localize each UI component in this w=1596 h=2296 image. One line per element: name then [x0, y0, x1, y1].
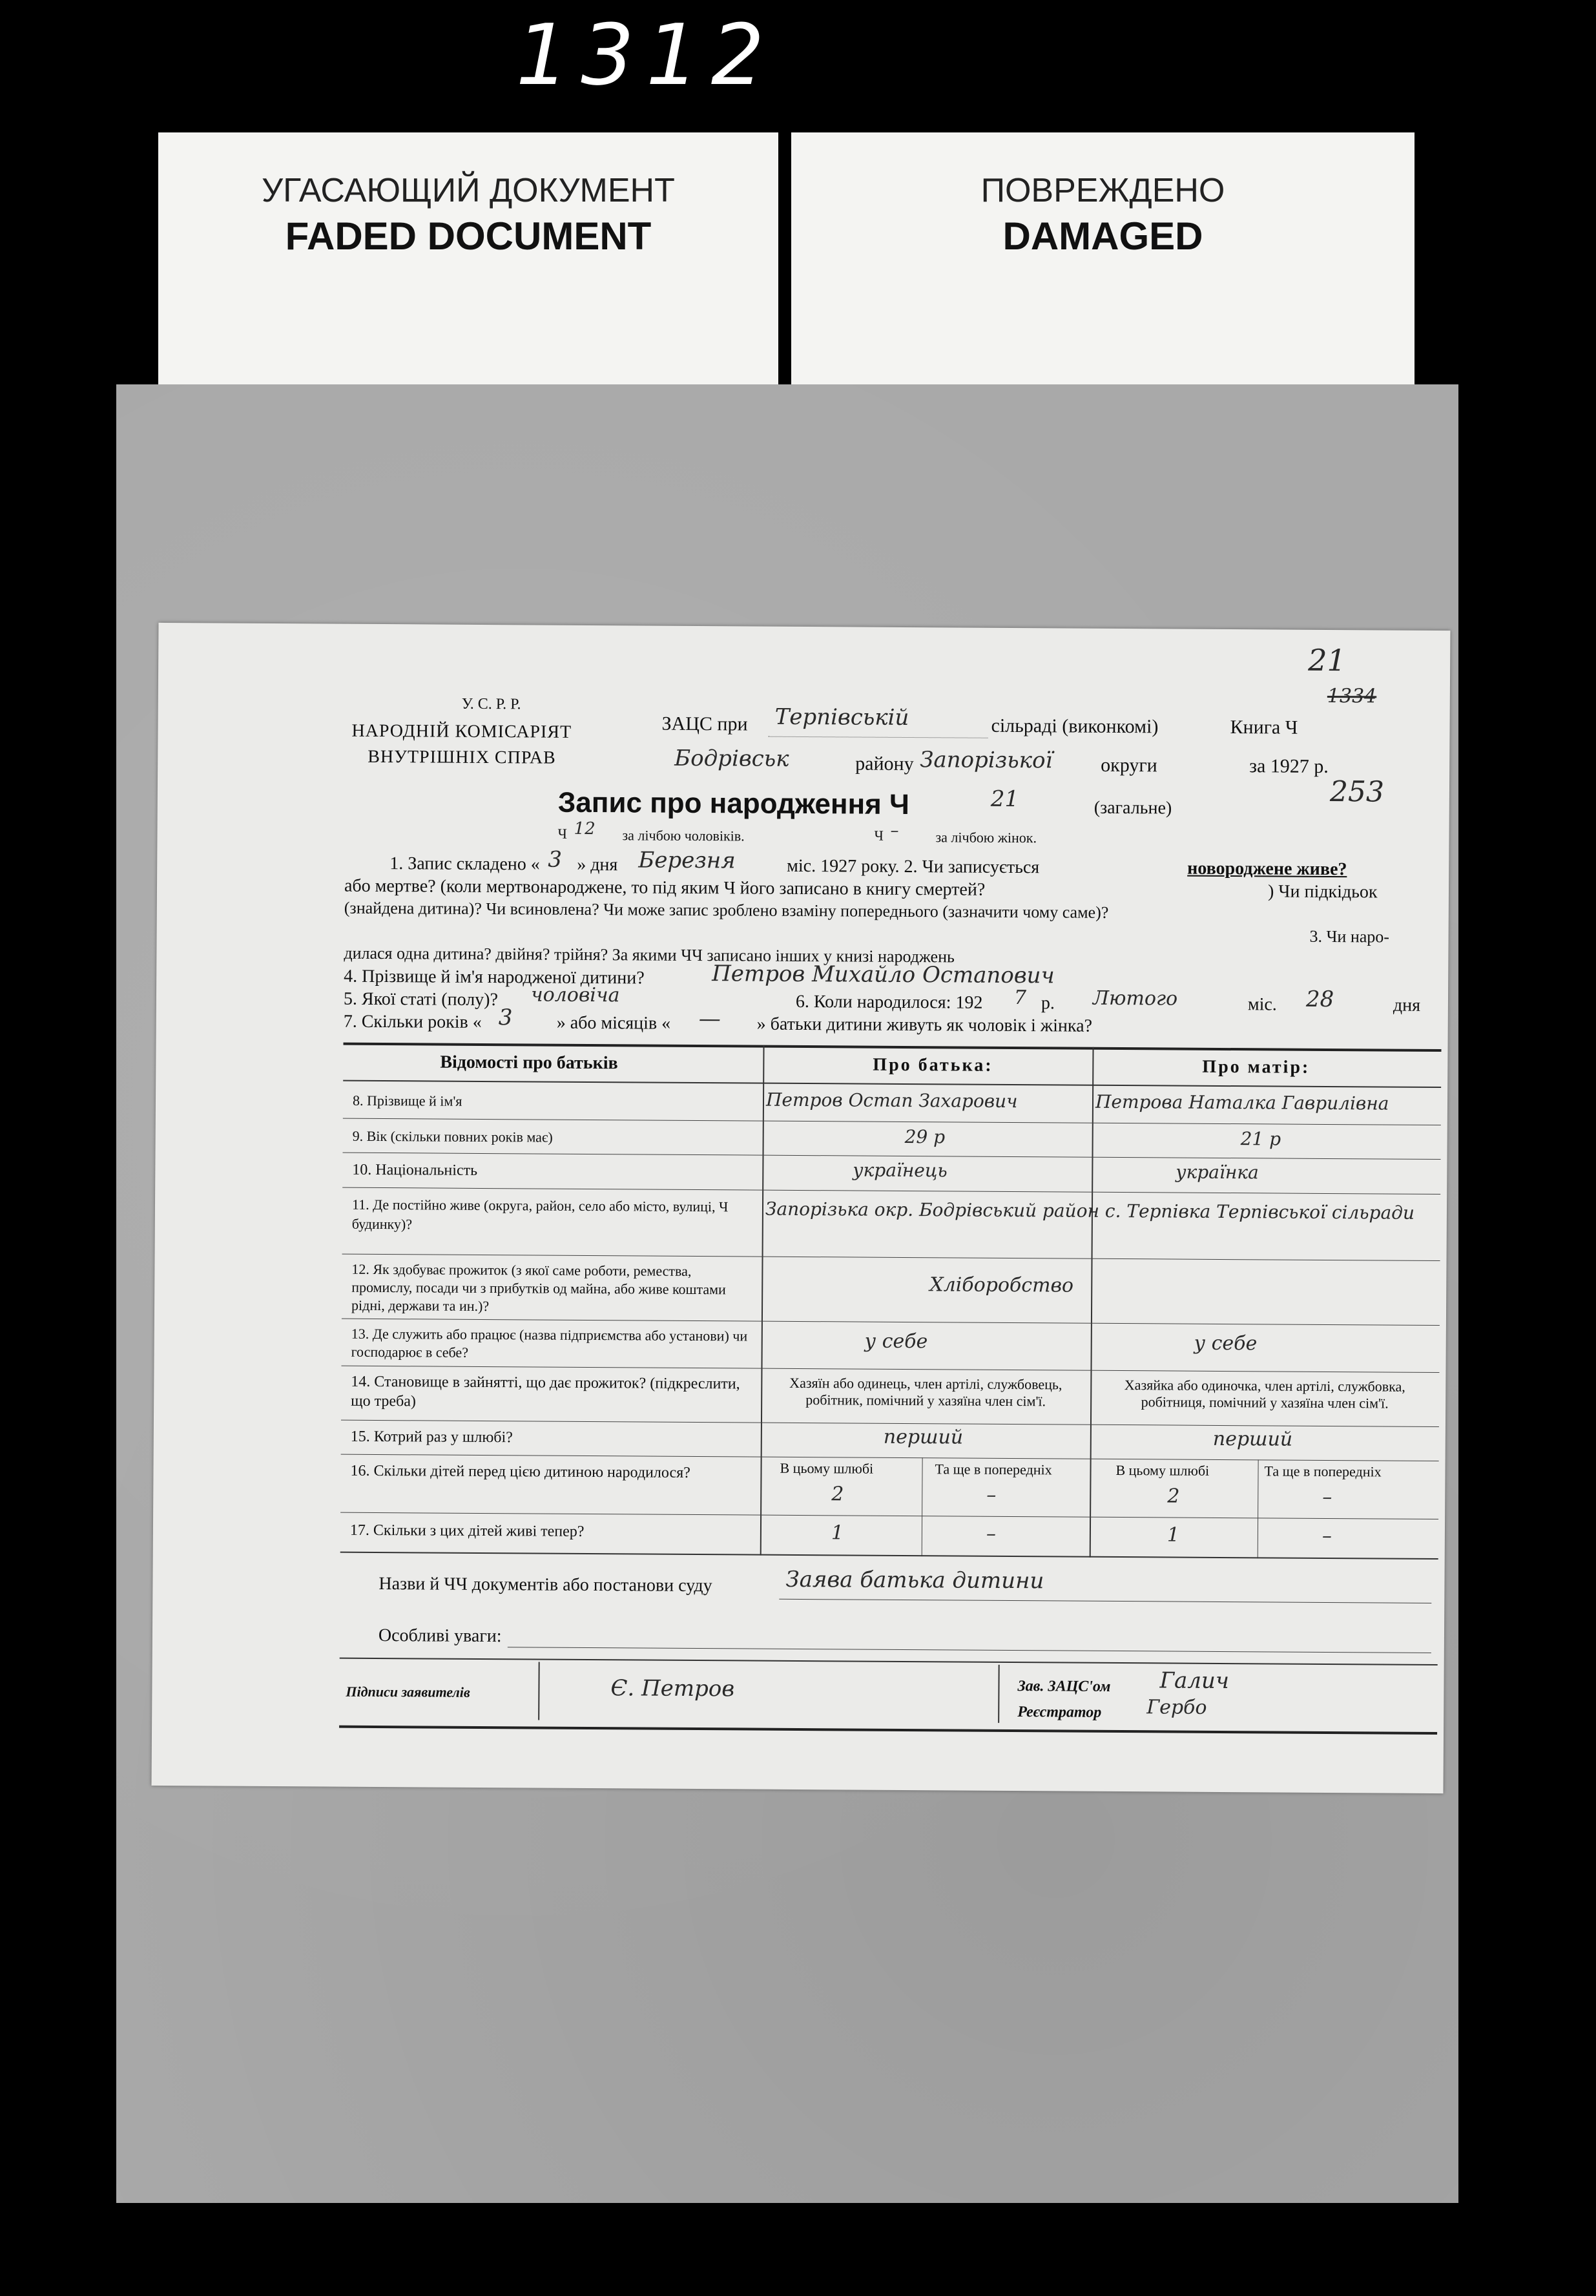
row-13-mother: у себе — [1194, 1331, 1258, 1355]
header-internal-affairs: ВНУТРІШНІХ СПРАВ — [368, 746, 556, 768]
okrug-value: Запорізької — [920, 747, 1053, 774]
sub-col-previous-mother: Та ще в попередніх — [1264, 1463, 1382, 1480]
sub-col-this-marriage-mother: В цьому шлюбі — [1115, 1461, 1210, 1479]
line4: 3. Чи наро- — [1309, 926, 1390, 946]
birth-year-suffix: р. — [1041, 993, 1055, 1014]
row-11-value: Запорізька окр. Бодрівський район с. Терпівка Терпівської сільради — [765, 1198, 1415, 1224]
line1-b: » дня — [577, 854, 618, 875]
title-suffix: (загальне) — [1093, 797, 1172, 819]
table-col-mother: Про матір: — [1202, 1056, 1311, 1078]
faded-label-card — [158, 132, 778, 391]
line5: дилася одна дитина? двійня? трійня? За якими ЧЧ записано інших у книзі народжень — [344, 943, 955, 966]
count-men-value: 12 — [574, 819, 596, 839]
months-suffix: » батьки дитини живуть як чоловік і жінка? — [756, 1014, 1093, 1036]
sex-label: 5. Якої статі (полу)? — [343, 988, 499, 1010]
header-commissariat: НАРОДНІЙ КОМІСАРІЯТ — [351, 720, 572, 742]
form-title: Запис про народження Ч — [557, 786, 910, 821]
faded-label-ru: УГАСАЮЩИЙ ДОКУМЕНТ — [262, 172, 675, 209]
district-label: району — [855, 753, 914, 775]
sub-col-previous-father: Та ще в попередніх — [935, 1461, 1052, 1478]
row-12-label: 12. Як здобуває прожиток (з якої саме роботи, ремества, промислу, посади чи з прибутків од майна, або живе коштами рідні, держави та ин.)? — [351, 1260, 726, 1315]
row-16-father-prev: – — [986, 1483, 997, 1507]
birth-date-label: 6. Коли народилося: 192 — [795, 991, 983, 1013]
record-number: 21 — [990, 786, 1019, 813]
frame-number: 1312 — [515, 6, 776, 104]
district-value: Бодрівськ — [674, 745, 789, 772]
row-17-label: 17. Скільки з цих дітей живі тепер? — [349, 1521, 585, 1540]
book-label: Книга Ч — [1230, 716, 1298, 738]
child-name-value: Петров Михайло Остапович — [712, 961, 1055, 989]
damaged-label-ru: ПОВРЕЖДЕНО — [980, 172, 1225, 209]
documents-label: Назви й ЧЧ документів або постанови суду — [378, 1574, 712, 1596]
row-9-father: 29 р — [904, 1125, 946, 1148]
line2: або мертве? (коли мертвонароджене, то під яким Ч його записано в книгу смертей? — [344, 875, 986, 900]
zags-label: ЗАЦС при — [661, 713, 748, 735]
row-16-label: 16. Скільки дітей перед цією дитиною народилося? — [350, 1462, 690, 1481]
damaged-label-card — [791, 132, 1415, 391]
months-label: » або місяців « — [556, 1012, 671, 1034]
child-name-label: 4. Прізвище й ім'я народженої дитини? — [344, 966, 645, 988]
page-number: 253 — [1329, 775, 1385, 809]
count-women-value: – — [890, 820, 899, 840]
village-council-value: Терпівській — [774, 704, 909, 731]
birth-day-label: дня — [1393, 995, 1421, 1016]
applicant-signature: Є. Петров — [610, 1675, 735, 1702]
corner-struck-number: 1334 — [1327, 684, 1377, 708]
row-14-label: 14. Становище в зайнятті, що дає прожиток? (підкреслити, що треба) — [351, 1373, 740, 1410]
line1-c: міс. 1927 року. 2. Чи записується — [787, 855, 1040, 878]
row-9-mother: 21 р — [1240, 1128, 1281, 1150]
count-women-label: за лічбою жінок. — [935, 829, 1037, 846]
years-together-label: 7. Скільки років « — [343, 1011, 482, 1032]
count-men-prefix: Ч — [557, 825, 567, 842]
birth-day-value: 28 — [1305, 986, 1334, 1013]
documents-value: Заява батька дитини — [785, 1566, 1044, 1594]
damaged-label-en: DAMAGED — [1002, 214, 1203, 258]
years-together-value: 3 — [498, 1005, 513, 1031]
row-15-label: 15. Котрий раз у шлюбі? — [350, 1428, 513, 1446]
okrug-label: округи — [1101, 754, 1157, 777]
head-zags-label: Зав. ЗАЦС'ом — [1017, 1678, 1111, 1695]
row-8-label: 8. Прізвище й ім'я — [352, 1092, 462, 1109]
row-9-label: 9. Вік (скільки повних років має) — [352, 1127, 553, 1145]
row-16-father-this: 2 — [831, 1483, 844, 1506]
head-zags-signature: Галич — [1159, 1667, 1230, 1695]
row-15-mother: перший — [1212, 1427, 1293, 1451]
table-col-father: Про батька: — [873, 1054, 993, 1076]
village-council-label: сільраді (виконкомі) — [991, 715, 1159, 738]
row-17-mother-this: 1 — [1166, 1523, 1180, 1547]
row-16-mother-prev: – — [1322, 1485, 1332, 1509]
row-10-father: українець — [853, 1159, 948, 1182]
birth-month-value: Лютого — [1092, 986, 1178, 1010]
row-10-mother: українка — [1176, 1161, 1259, 1184]
line3: (знайдена дитина)? Чи всиновлена? Чи може запис зроблено взаміну попереднього (зазначити чому саме)? — [344, 898, 1109, 922]
year-label: за 1927 р. — [1249, 755, 1329, 777]
row-11-label: 11. Де постійно живе (округа, район, село або місто, вулиці, Ч будинку)? — [351, 1196, 729, 1233]
row-13-father: у себе — [864, 1330, 928, 1353]
notes-label: Особливі уваги: — [378, 1625, 502, 1647]
row-13-label: 13. Де служить або працює (назва підприємства або установи) чи господарює в себе? — [351, 1325, 748, 1361]
row-12-value: Хліборобство — [929, 1273, 1074, 1297]
table-col-parents: Відомості про батьків — [440, 1052, 618, 1074]
birth-year-digit: 7 — [1013, 986, 1027, 1010]
line1-d: новороджене живе? — [1187, 858, 1347, 880]
row-8-father: Петров Остап Захарович — [765, 1089, 1018, 1112]
row-14-father: Хазяїн або одинець, член артілі, службовець, робітник, помічний у хазяїна член сім'ї. — [789, 1374, 1062, 1410]
months-value: — — [698, 1006, 721, 1032]
registrar-signature: Гербо — [1146, 1696, 1207, 1719]
row-8-mother: Петрова Наталка Гаврилівна — [1095, 1091, 1389, 1114]
signatures-label: Підписи заявителів — [346, 1683, 470, 1700]
corner-number: 21 — [1308, 642, 1346, 678]
header-ussr: У. С. Р. Р. — [461, 695, 521, 713]
birth-record-form — [152, 623, 1451, 1793]
sub-col-this-marriage-father: В цьому шлюбі — [780, 1459, 874, 1477]
row-16-mother-this: 2 — [1167, 1485, 1180, 1508]
faded-label-en: FADED DOCUMENT — [285, 214, 652, 258]
birth-month-label: міс. — [1247, 994, 1277, 1015]
count-men-label: за лічбою чоловіків. — [622, 827, 745, 844]
record-month: Березня — [638, 847, 736, 874]
row-10-label: 10. Національність — [352, 1161, 478, 1179]
row-17-father-prev: – — [986, 1522, 997, 1545]
row-14-mother: Хазяйка або одиночка, член артілі, службовка, робітниця, помічний у хазяїна член сім'ї. — [1124, 1377, 1405, 1412]
row-17-father-this: 1 — [831, 1521, 844, 1545]
row-15-father: перший — [883, 1425, 964, 1449]
row-17-mother-prev: – — [1321, 1524, 1332, 1548]
count-women-prefix: Ч — [874, 827, 884, 844]
record-day: 3 — [548, 846, 563, 873]
sex-value: чоловіча — [530, 983, 620, 1007]
line2-end: ) Чи підкідьок — [1267, 881, 1378, 903]
line1-a: 1. Запис складено « — [389, 853, 540, 875]
registrar-label: Реєстратор — [1017, 1704, 1102, 1721]
